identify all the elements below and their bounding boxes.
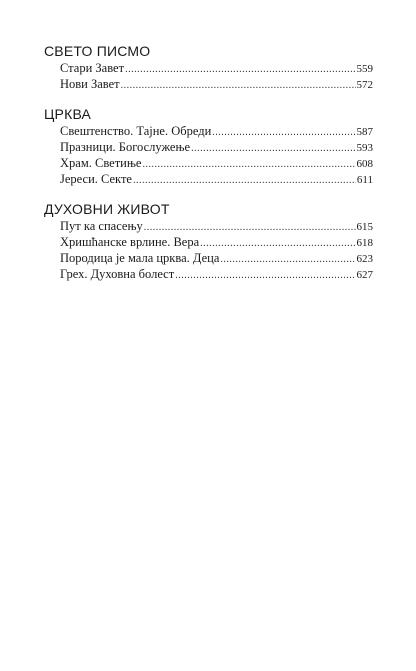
entry-label: Празници. Богослужење xyxy=(60,140,191,154)
toc-entry[interactable] xyxy=(44,156,373,172)
entry-label: Нови Завет xyxy=(60,77,120,91)
toc-section-spiritual-life xyxy=(44,200,373,283)
toc-entry[interactable] xyxy=(44,251,373,267)
toc-entry[interactable] xyxy=(44,77,373,93)
section-title: ЦРКВА xyxy=(44,106,92,122)
entry-page-number: 559 xyxy=(356,63,373,75)
dot-leader xyxy=(220,252,355,267)
dot-leader xyxy=(200,236,355,251)
entry-page-number: 623 xyxy=(356,253,373,265)
toc-entry[interactable] xyxy=(44,124,373,140)
dot-leader xyxy=(191,141,355,156)
toc-entry[interactable] xyxy=(44,172,373,188)
section-title: ДУХОВНИ ЖИВОТ xyxy=(44,201,170,217)
entry-label: Јереси. Секте xyxy=(60,172,132,186)
dot-leader xyxy=(133,173,356,188)
entry-page-number: 627 xyxy=(356,269,373,281)
toc-entry[interactable] xyxy=(44,235,373,251)
entry-page-number: 611 xyxy=(356,174,373,186)
entry-label: Храм. Светиње xyxy=(60,156,142,170)
entry-page-number: 615 xyxy=(356,221,373,233)
dot-leader xyxy=(121,78,356,93)
entry-page-number: 618 xyxy=(356,237,373,249)
entry-label: Породица је мала црква. Деца xyxy=(60,251,220,265)
entry-label: Хришћанске врлине. Вера xyxy=(60,235,200,249)
entry-page-number: 587 xyxy=(356,126,373,138)
dot-leader xyxy=(212,125,355,140)
toc-entry[interactable] xyxy=(44,61,373,77)
entry-label: Грех. Духовна болест xyxy=(60,267,175,281)
dot-leader xyxy=(175,268,355,283)
entry-label: Свештенство. Тајне. Обреди xyxy=(60,124,212,138)
dot-leader xyxy=(125,62,355,77)
toc-entry[interactable] xyxy=(44,219,373,235)
toc-section-church xyxy=(44,105,373,188)
entry-page-number: 593 xyxy=(356,142,373,154)
entry-page-number: 608 xyxy=(356,158,373,170)
toc-entry[interactable] xyxy=(44,140,373,156)
section-title: СВЕТО ПИСМО xyxy=(44,43,151,59)
table-of-contents xyxy=(44,42,373,295)
toc-entry[interactable] xyxy=(44,267,373,283)
entry-label: Пут ка спасењу xyxy=(60,219,143,233)
entry-label: Стари Завет xyxy=(60,61,125,75)
dot-leader xyxy=(144,220,356,235)
dot-leader xyxy=(142,157,355,172)
entry-page-number: 572 xyxy=(356,79,373,91)
toc-section-holy-scripture xyxy=(44,42,373,93)
